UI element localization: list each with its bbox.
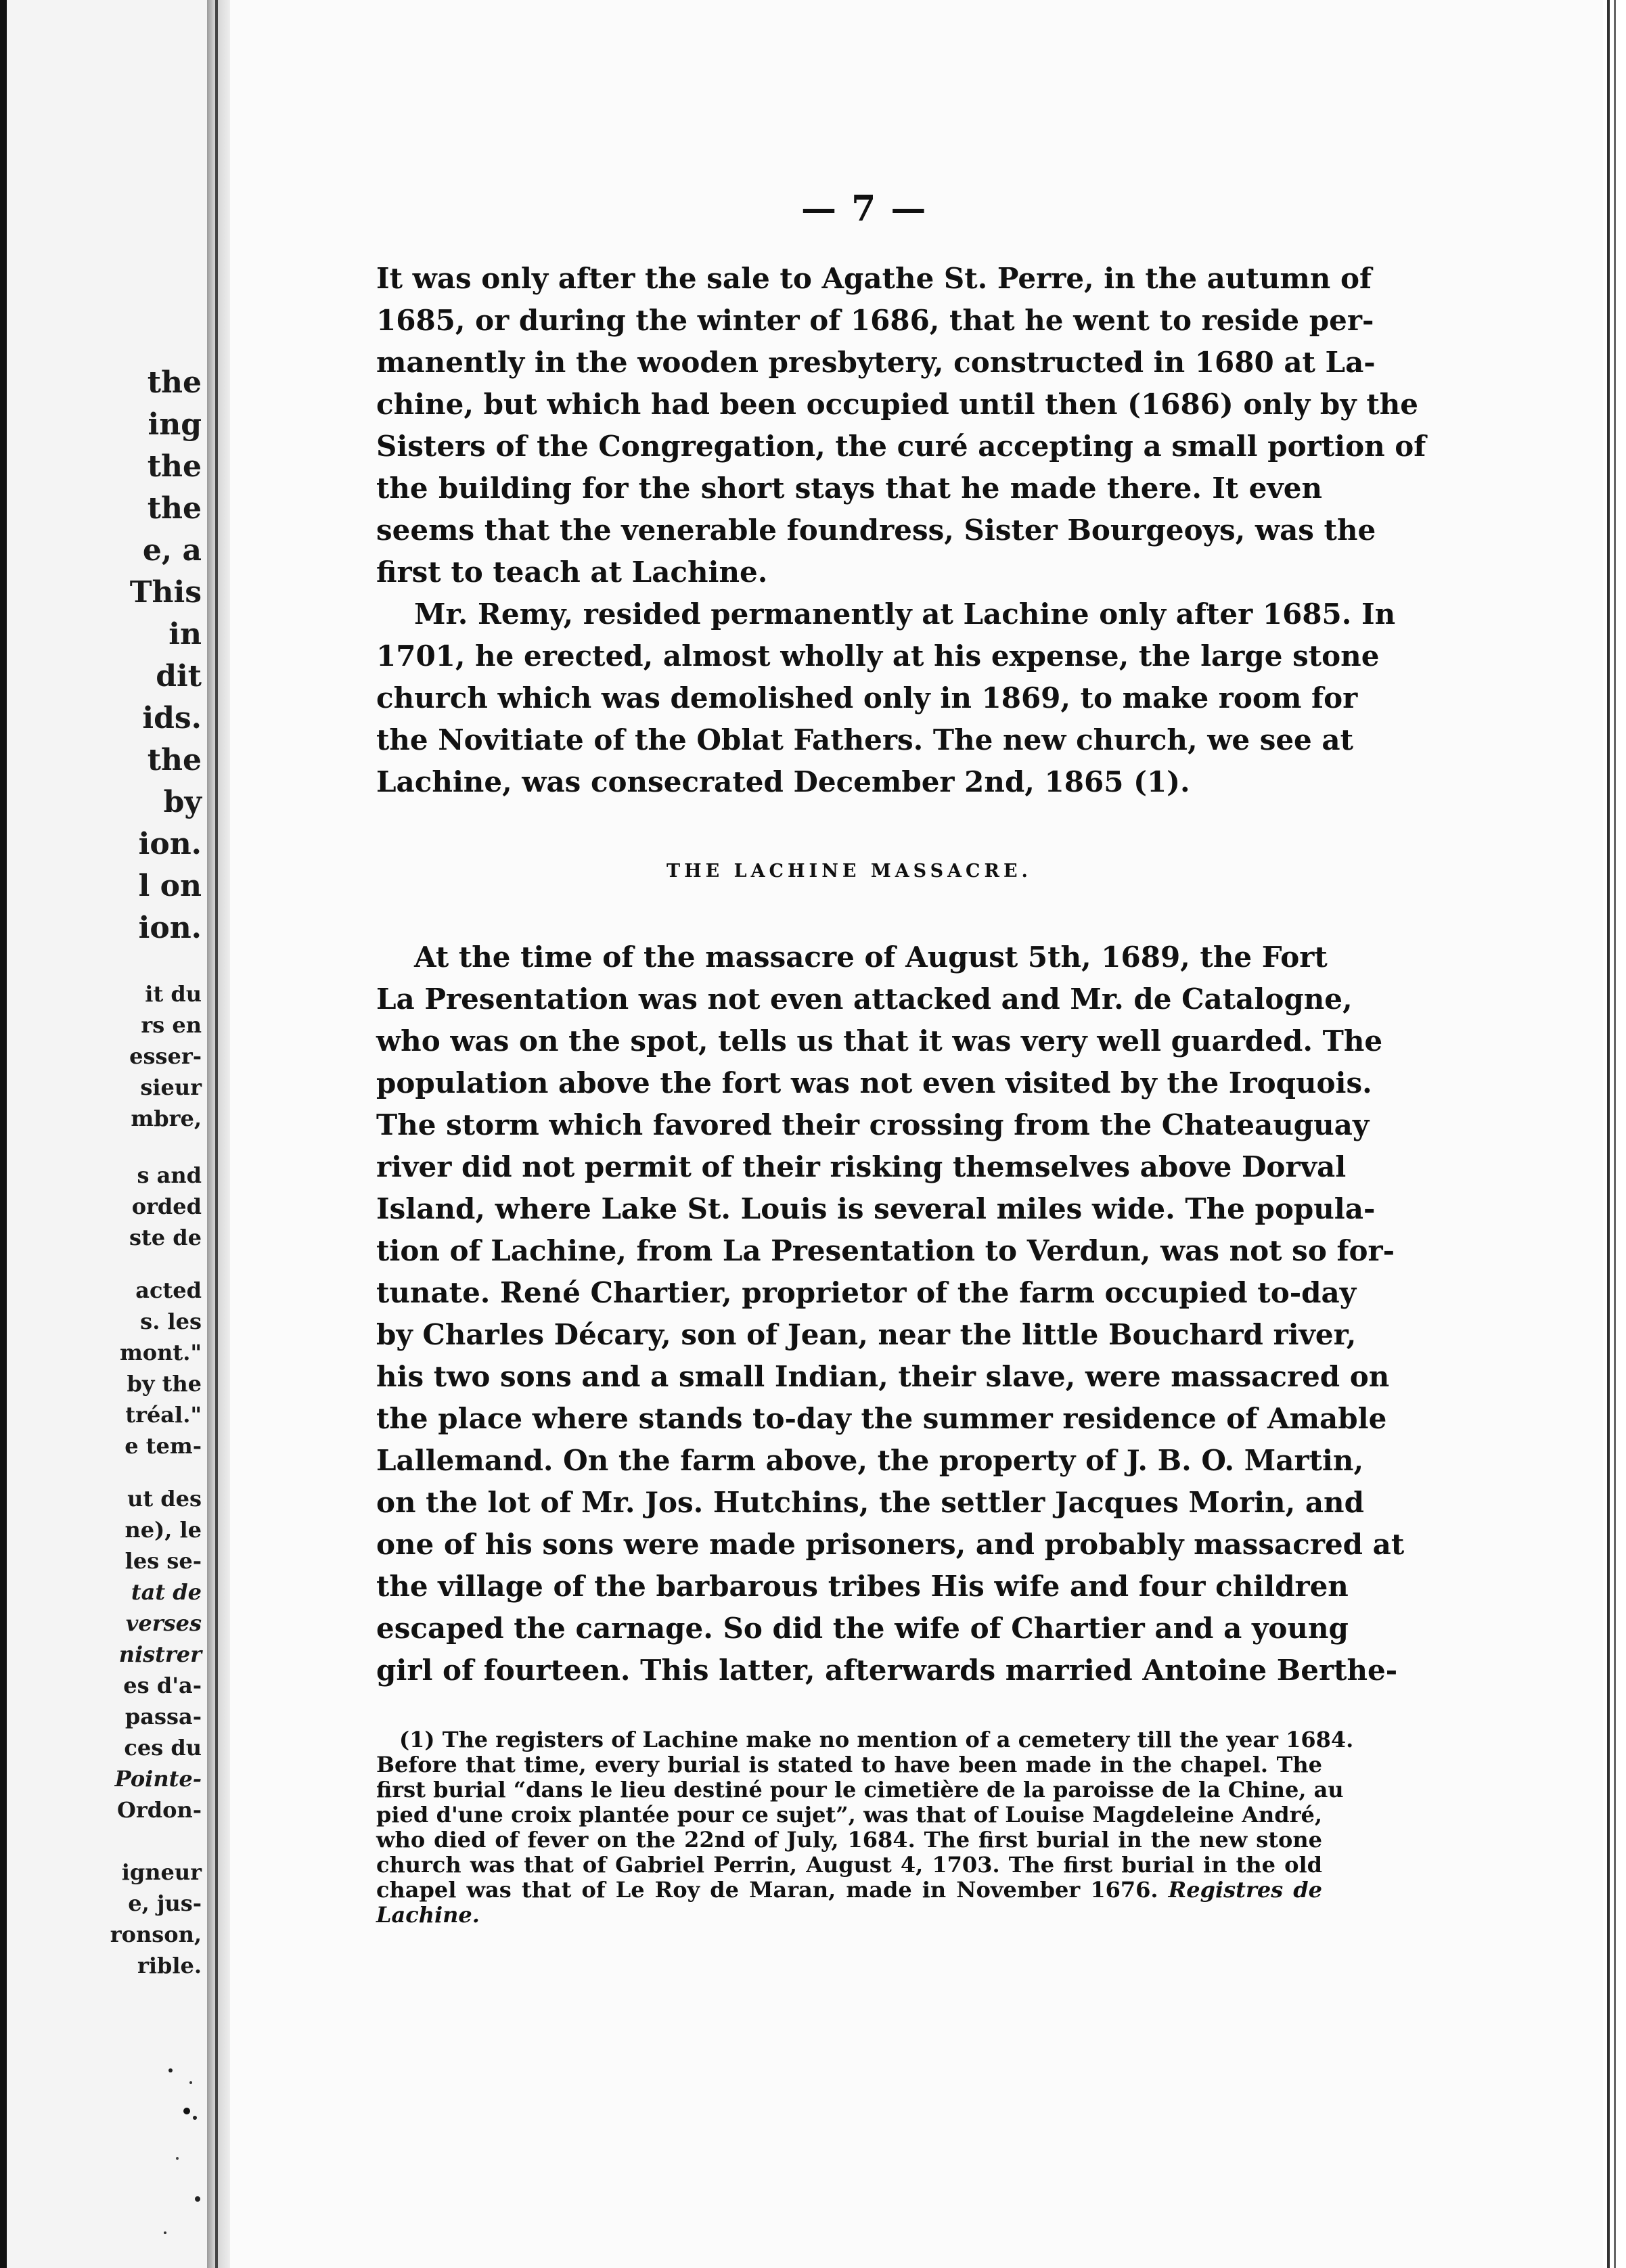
facing-text: acted [135,1277,202,1303]
text-line: chine, but which had been occupied until then (1686) only by the [376,388,1418,421]
facing-text: dit [156,659,202,694]
facing-text: s and [137,1162,202,1188]
footnote-line: first burial “dans le lieu destiné pour le cimetière de la paroisse de la Chine, au [376,1777,1344,1802]
facing-text: it du [145,981,202,1007]
text-line: the place where stands to-day the summer residence of Amable [376,1402,1387,1435]
text-line: one of his sons were made prisoners, and probably massacred at [376,1528,1405,1561]
text-line: The storm which favored their crossing from the Chateauguay [376,1108,1370,1141]
text-line: Mr. Remy, resided permanently at Lachine only after 1685. In [414,597,1396,631]
facing-text: the [147,365,202,400]
text-line: Lallemand. On the farm above, the property of J. B. O. Martin, [376,1444,1364,1477]
footnote-line-text: chapel was that of Le Roy de Maran, made in November 1676. [376,1877,1158,1903]
text-line: the building for the short stays that he made there. It even [376,472,1322,505]
text-line: tunate. René Chartier, proprietor of the farm occupied to-day [376,1276,1357,1309]
facing-text: rible. [137,1953,202,1978]
text-line: first to teach at Lachine. [376,555,768,589]
page-number: — 7 — [801,188,928,229]
facing-text: l on [138,869,202,903]
text-line: tion of Lachine, from La Presentation to Verdun, was not so for- [376,1234,1395,1267]
text-line: manently in the wooden presbytery, constructed in 1680 at La- [376,346,1376,379]
facing-text: ronson, [110,1922,202,1947]
footnote [376,1727,1354,1928]
text-line: girl of fourteen. This latter, afterwards married Antoine Berthe- [376,1654,1398,1687]
facing-text: sieur [140,1074,202,1100]
facing-text: by the [127,1371,202,1397]
facing-text: les se- [125,1548,202,1574]
paragraph-1 [376,258,1426,593]
text-line: river did not permit of their risking themselves above Dorval [376,1150,1347,1183]
text-line: who was on the spot, tells us that it was very well guarded. The [376,1024,1383,1058]
text-line: seems that the venerable foundress, Sister Bourgeoys, was the [376,514,1376,547]
facing-text: ion. [138,911,202,945]
facing-text: the [147,743,202,777]
facing-text: ids. [142,701,202,735]
facing-text: igneur [121,1859,202,1885]
facing-text: rs en [141,1012,202,1038]
facing-text: verses [125,1610,202,1636]
facing-text: passa- [125,1704,202,1729]
facing-text: e, a [142,533,202,568]
text-line: on the lot of Mr. Jos. Hutchins, the settler Jacques Morin, and [376,1486,1364,1519]
facing-text: Pointe- [114,1766,202,1792]
text-line: Lachine, was consecrated December 2nd, 1865 (1). [376,765,1190,798]
text-line: It was only after the sale to Agathe St. Perre, in the autumn of [376,262,1372,295]
facing-text: the [147,491,202,526]
scan-edge-left [0,0,7,2268]
footnote-line: who died of fever on the 22nd of July, 1684. The first burial in the new stone [376,1827,1322,1853]
text-line: his two sons and a small Indian, their slave, were massacred on [376,1360,1390,1393]
text-line: the Novitiate of the Oblat Fathers. The new church, we see at [376,723,1354,756]
facing-text: e tem- [125,1433,202,1459]
footnote-line: church was that of Gabriel Perrin, August 4, 1703. The first burial in the old [376,1852,1322,1878]
gutter-divider [215,0,218,2268]
facing-text: s. les [140,1309,202,1334]
facing-text: by [163,785,202,819]
page-gutter [207,0,230,2268]
text-line: escaped the carnage. So did the wife of Chartier and a young [376,1612,1349,1645]
footnote-line: pied d'une croix plantée pour ce sujet”, was that of Louise Magdeleine André, [376,1802,1322,1828]
facing-text: ces du [124,1735,202,1761]
facing-text: ing [148,407,202,442]
text-line: the village of the barbarous tribes His wife and four children [376,1570,1349,1603]
facing-text: tat de [131,1579,202,1605]
facing-text: esser- [129,1043,202,1069]
facing-text: ion. [138,827,202,861]
section-heading: THE LACHINE MASSACRE. [667,861,1032,882]
facing-text: ste de [129,1225,202,1250]
text-line: Island, where Lake St. Louis is several miles wide. The popula- [376,1192,1376,1225]
facing-page-fragment [7,0,207,2268]
text-line: population above the fort was not even visited by the Iroquois. [376,1066,1372,1099]
paragraph-3 [376,936,1405,1692]
scan-edge-right [1603,0,1626,2268]
facing-text: mbre, [131,1106,202,1131]
text-line: La Presentation was not even attacked and Mr. de Catalogne, [376,982,1353,1016]
footnote-citation: Lachine. [376,1902,480,1928]
footnote-line: (1) The registers of Lachine make no mention of a cemetery till the year 1684. [399,1727,1354,1752]
text-line: by Charles Décary, son of Jean, near the little Bouchard river, [376,1318,1357,1351]
facing-text: orded [131,1194,202,1219]
text-line: 1701, he erected, almost wholly at his expense, the large stone [376,639,1380,673]
facing-text: in [168,617,202,652]
text-line: At the time of the massacre of August 5th, 1689, the Fort [414,940,1328,974]
text-line: church which was demolished only in 1869, to make room for [376,681,1358,715]
facing-text: Ordon- [117,1797,202,1823]
facing-text: nistrer [118,1641,202,1667]
text-line: 1685, or during the winter of 1686, that he went to reside per- [376,304,1374,337]
scan-specks [157,2057,292,2260]
text-line: Sisters of the Congregation, the curé accepting a small portion of [376,430,1426,463]
paragraph-2 [376,593,1396,803]
facing-text: ne), le [125,1517,202,1543]
facing-text: es d'a- [123,1673,202,1698]
facing-text: the [147,449,202,484]
facing-text: This [129,575,202,610]
footnote-line: Before that time, every burial is stated to have been made in the chapel. The [376,1752,1322,1777]
facing-text: tréal." [125,1402,202,1428]
facing-text: e, jus- [128,1890,202,1916]
facing-text: mont." [119,1340,202,1365]
facing-text: ut des [127,1486,202,1512]
footnote-line [376,1878,1322,1903]
footnote-citation: Registres de [1168,1877,1323,1903]
